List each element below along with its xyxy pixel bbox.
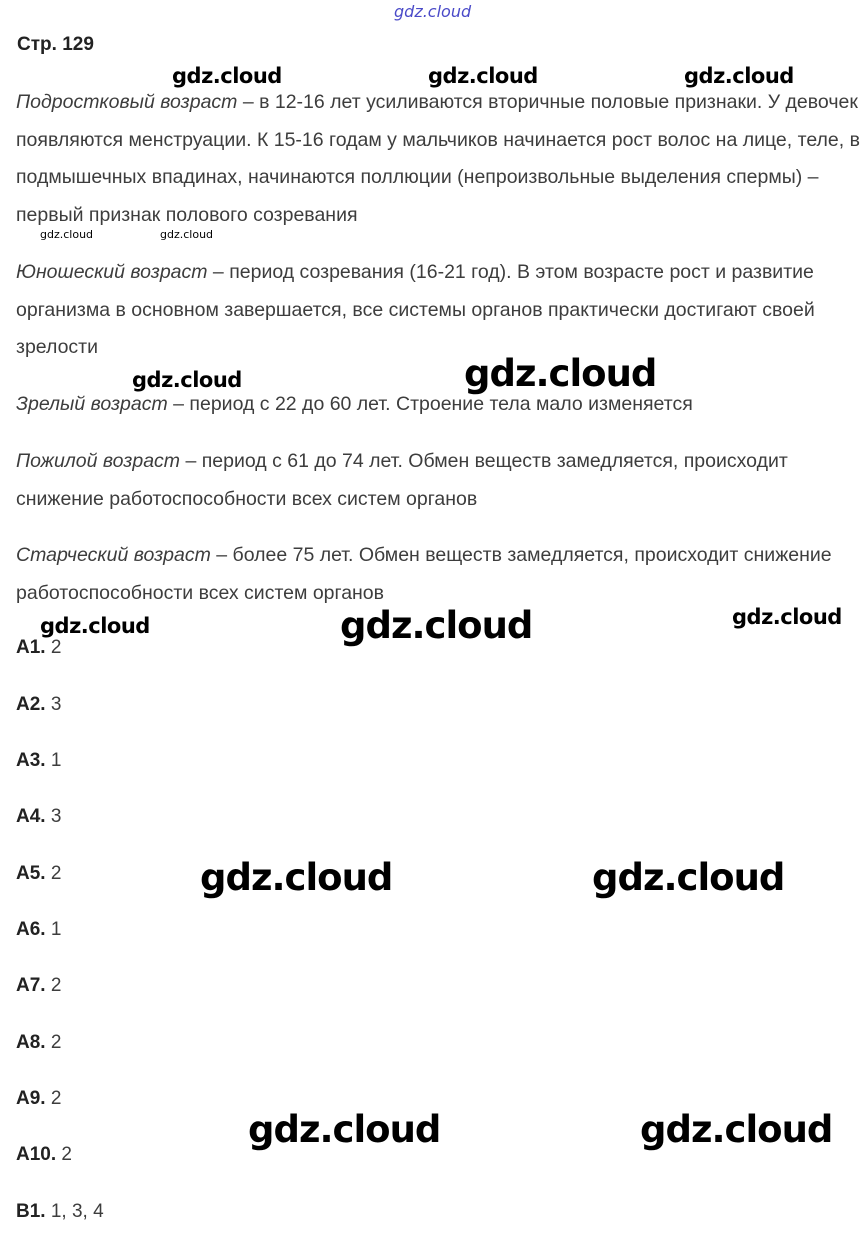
answer-a7 bbox=[16, 975, 61, 997]
watermark: gdz.cloud bbox=[40, 228, 94, 241]
answer-value: 3 bbox=[50, 694, 62, 715]
answer-value: 3 bbox=[50, 806, 62, 827]
answer-key: A10. bbox=[16, 1144, 57, 1165]
watermark: gdz.cloud bbox=[732, 605, 842, 629]
answer-key: A6. bbox=[16, 919, 46, 940]
answer-value: 1 bbox=[50, 919, 62, 940]
answer-a5 bbox=[16, 863, 61, 885]
answer-a4 bbox=[16, 806, 61, 828]
answer-a9 bbox=[16, 1088, 61, 1110]
answer-value: 2 bbox=[50, 637, 62, 658]
paragraph-text: – более 75 лет. Обмен веществ замедляется, происходит снижение работоспособности всех систем органов bbox=[16, 544, 832, 604]
answer-value: 2 bbox=[50, 1088, 62, 1109]
answer-a8 bbox=[16, 1032, 61, 1054]
answer-value: 2 bbox=[61, 1144, 72, 1165]
answer-value: 2 bbox=[50, 975, 62, 996]
watermark: gdz.cloud bbox=[172, 64, 282, 88]
answer-key: A1. bbox=[16, 637, 46, 658]
answer-value: 2 bbox=[50, 863, 62, 884]
answer-a3 bbox=[16, 750, 61, 772]
term-label: Старческий возраст bbox=[16, 544, 211, 566]
paragraph-elderly bbox=[16, 443, 861, 518]
paragraph-adolescent bbox=[16, 84, 861, 234]
term-label: Пожилой возраст bbox=[16, 450, 181, 472]
paragraph-text: – период созревания (16-21 год). В этом возрасте рост и развитие организма в основном завершается, все системы органов практически достигают своей зрелости bbox=[16, 261, 815, 358]
answer-a2 bbox=[16, 694, 61, 716]
answer-a1 bbox=[16, 637, 61, 659]
term-label: Юношеский возраст bbox=[16, 261, 208, 283]
answer-b1 bbox=[16, 1201, 104, 1223]
answer-value: 1, 3, 4 bbox=[50, 1201, 104, 1222]
site-watermark-top: gdz.cloud bbox=[394, 2, 472, 21]
answer-key: A8. bbox=[16, 1032, 46, 1053]
watermark: gdz.cloud bbox=[132, 368, 242, 392]
watermark: gdz.cloud bbox=[592, 856, 785, 899]
answer-key: B1. bbox=[16, 1201, 46, 1222]
answer-value: 1 bbox=[50, 750, 62, 771]
watermark: gdz.cloud bbox=[428, 64, 538, 88]
answer-key: A7. bbox=[16, 975, 46, 996]
watermark: gdz.cloud bbox=[340, 604, 533, 647]
page-title: Стр. 129 bbox=[17, 34, 94, 55]
term-label: Подростковый возраст bbox=[16, 91, 238, 113]
answer-a10 bbox=[16, 1144, 72, 1166]
watermark: gdz.cloud bbox=[684, 64, 794, 88]
watermark: gdz.cloud bbox=[40, 614, 150, 638]
watermark: gdz.cloud bbox=[640, 1108, 833, 1151]
paragraph-youth bbox=[16, 254, 861, 367]
paragraph-text: – период с 22 до 60 лет. Строение тела мало изменяется bbox=[167, 393, 693, 415]
answer-key: A3. bbox=[16, 750, 46, 771]
watermark: gdz.cloud bbox=[464, 352, 657, 395]
answer-key: A9. bbox=[16, 1088, 46, 1109]
paragraph-senile bbox=[16, 537, 861, 612]
watermark: gdz.cloud bbox=[200, 856, 393, 899]
answer-key: A2. bbox=[16, 694, 46, 715]
answer-key: A4. bbox=[16, 806, 46, 827]
paragraph-text: – период с 61 до 74 лет. Обмен веществ замедляется, происходит снижение работоспособности всех систем органов bbox=[16, 450, 788, 510]
answer-value: 2 bbox=[50, 1032, 62, 1053]
answer-a6 bbox=[16, 919, 61, 941]
answer-key: A5. bbox=[16, 863, 46, 884]
term-label: Зрелый возраст bbox=[16, 393, 168, 415]
watermark: gdz.cloud bbox=[248, 1108, 441, 1151]
paragraph-text: – в 12-16 лет усиливаются вторичные половые признаки. У девочек появляются менструации. К 15-16 годам у мальчиков начинается рост волос на лице, теле, в подмышечных впадинах, начинаются поллюции (непроизвольные выделения спермы) – первый признак полового созревания bbox=[16, 91, 860, 226]
watermark: gdz.cloud bbox=[160, 228, 214, 241]
